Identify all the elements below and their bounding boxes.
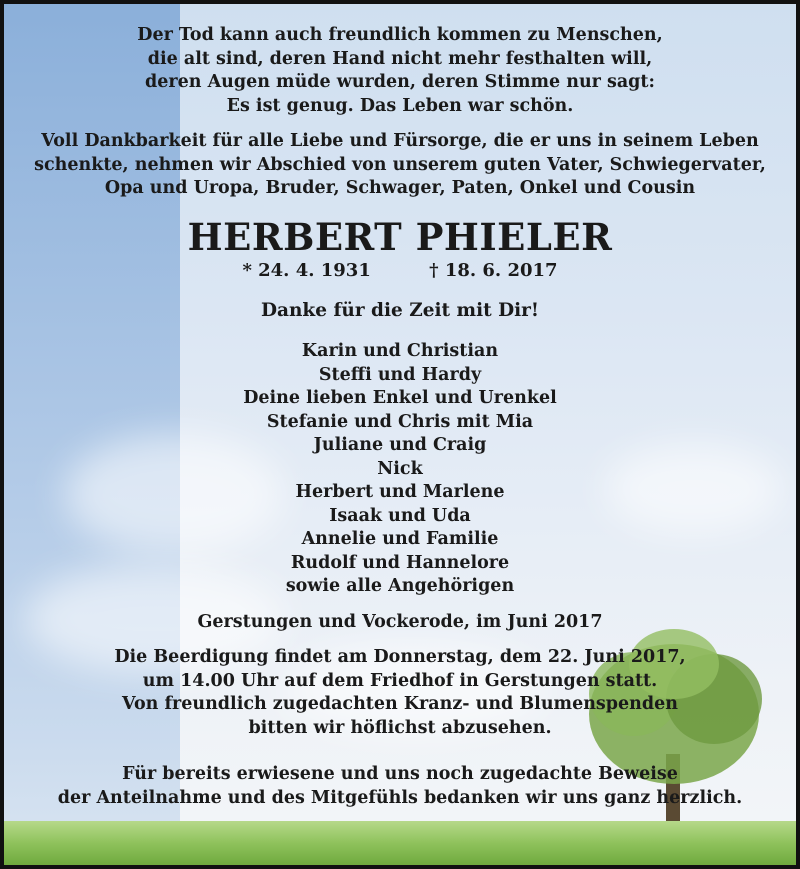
poem-line: deren Augen müde wurden, deren Stimme nur sagt: (145, 72, 655, 92)
thanks-line: schenkte, nehmen wir Abschied von unserem guten Vater, Schwiegervater, (34, 154, 766, 175)
mourner: Steffi und Hardy (318, 364, 482, 385)
mourner: Rudolf und Hannelore (290, 552, 510, 573)
mourners-list (4, 340, 796, 599)
thanks-line: Voll Dankbarkeit für alle Liebe und Fürsorge, die er uns in seinem Leben (41, 131, 759, 151)
mourner: Deine lieben Enkel und Urenkel (243, 388, 557, 408)
grass-meadow (4, 821, 796, 865)
funeral-info (4, 646, 796, 740)
mourner: Stefanie und Chris mit Mia (266, 411, 534, 432)
funeral-line: bitten wir höflichst abzusehen. (248, 717, 552, 738)
deceased-name: HERBERT PHIELER (187, 214, 613, 259)
obituary-text (4, 4, 796, 810)
closing-line: der Anteilnahme und des Mitgefühls bedanken wir uns ganz herzlich. (57, 787, 743, 808)
poem-line: die alt sind, deren Hand nicht mehr festhalten will, (147, 48, 653, 69)
motto: Danke für die Zeit mit Dir! (260, 299, 540, 321)
birth-date: * 24. 4. 1931 (242, 259, 371, 281)
poem (4, 24, 796, 118)
mourner: Juliane und Craig (313, 435, 487, 455)
mourner: Karin und Christian (301, 341, 499, 361)
thanks-line: Opa und Uropa, Bruder, Schwager, Paten, Onkel und Cousin (104, 178, 696, 198)
closing-line: Für bereits erwiesene und uns noch zugedachte Beweise (122, 764, 678, 784)
place-date: Gerstungen und Vockerode, im Juni 2017 (197, 611, 603, 632)
funeral-line: um 14.00 Uhr auf dem Friedhof in Gerstungen statt. (142, 670, 658, 691)
mourner: Herbert und Marlene (295, 482, 505, 502)
funeral-line: Die Beerdigung findet am Donnerstag, dem 22. Juni 2017, (114, 647, 686, 667)
funeral-line: Von freundlich zugedachten Kranz- und Blumenspenden (122, 694, 678, 714)
mourner: Annelie und Familie (301, 529, 499, 549)
mourner: Isaak und Uda (329, 505, 471, 526)
death-date: † 18. 6. 2017 (429, 259, 558, 281)
closing-thanks (4, 763, 796, 810)
mourner: sowie alle Angehörigen (285, 576, 515, 596)
poem-line: Es ist genug. Das Leben war schön. (226, 95, 574, 116)
life-dates (4, 259, 796, 283)
poem-line: Der Tod kann auch freundlich kommen zu Menschen, (137, 25, 663, 45)
thanks-paragraph (4, 130, 796, 201)
mourner: Nick (377, 458, 423, 479)
